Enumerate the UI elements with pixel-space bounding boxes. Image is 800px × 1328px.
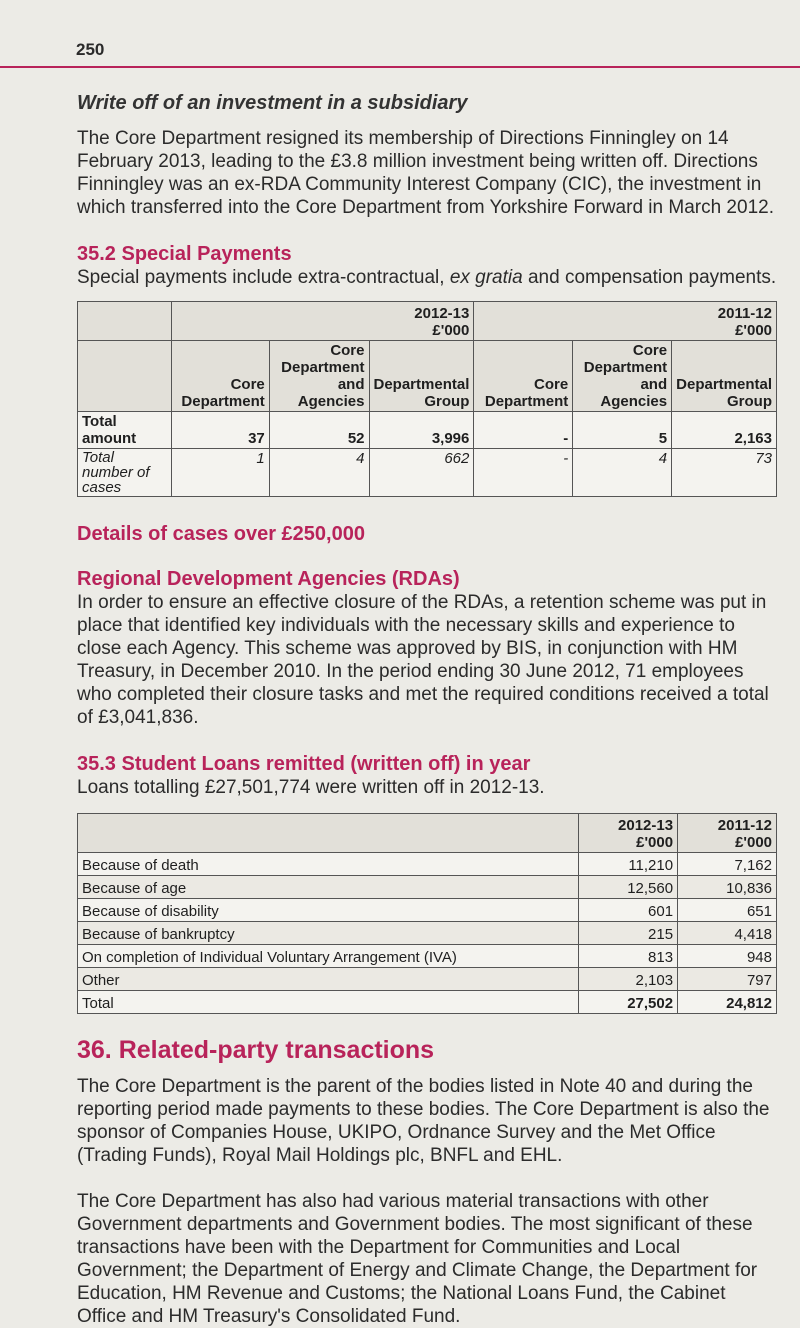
table-header-row bbox=[78, 302, 777, 341]
table-row: Total number of cases 1 4 662 - 4 73 bbox=[78, 449, 777, 497]
student-loans-body: Loans totalling £27,501,774 were written off in 2012-13. bbox=[77, 777, 545, 798]
table-row: Total amount 37 52 3,996 - 5 2,163 bbox=[78, 412, 777, 449]
header-rule bbox=[0, 66, 800, 68]
page-content bbox=[77, 92, 777, 1328]
special-payments-body: Special payments include extra-contractual, ex gratia and compensation payments. bbox=[77, 267, 777, 288]
table-subheader-row bbox=[78, 341, 777, 412]
details-title: Details of cases over £250,000 bbox=[77, 523, 365, 545]
column-header: Core Department bbox=[474, 341, 573, 412]
writeoff-title: Write off of an investment in a subsidiary bbox=[77, 92, 468, 114]
student-loans-title: 35.3 Student Loans remitted (written off) in year bbox=[77, 753, 531, 775]
column-header: Departmental Group bbox=[672, 341, 777, 412]
page-number: 250 bbox=[76, 40, 105, 59]
student-loans-table bbox=[77, 813, 777, 1014]
column-header: Departmental Group bbox=[369, 341, 474, 412]
table-row: Other 2,103 797 bbox=[78, 968, 777, 991]
year-header-prior: 2011-12 £'000 bbox=[678, 814, 777, 853]
table-row: On completion of Individual Voluntary Arrangement (IVA) 813 948 bbox=[78, 945, 777, 968]
year-header-current: 2012-13 £'000 bbox=[171, 302, 474, 341]
table-row: Because of bankruptcy 215 4,418 bbox=[78, 922, 777, 945]
table-header-row bbox=[78, 814, 777, 853]
column-header: Core Department and Agencies bbox=[269, 341, 369, 412]
special-payments-table bbox=[77, 301, 777, 497]
year-header-current: 2012-13 £'000 bbox=[579, 814, 678, 853]
table-row: Because of death 11,210 7,162 bbox=[78, 853, 777, 876]
table-total-row: Total 27,502 24,812 bbox=[78, 991, 777, 1014]
rda-title: Regional Development Agencies (RDAs) bbox=[77, 568, 460, 590]
related-party-para-1: The Core Department is the parent of the bodies listed in Note 40 and during the reporting period made payments to these bodies. The Core Department is also the sponsor of Companies House, UKIPO, Ordnance Survey and the Met Office (Trading Funds), Royal Mail Holdings plc, BNFL and EHL. bbox=[77, 1076, 770, 1166]
rda-body: In order to ensure an effective closure of the RDAs, a retention scheme was put in place that identified key individuals with the necessary skills and experience to close each Agency. This scheme was approved by BIS, in conjunction with HM Treasury, in December 2010. In the period ending 30 June 2012, 71 employees who completed their closure tasks and met the required conditions received a total of £3,041,836. bbox=[77, 592, 769, 728]
year-header-prior: 2011-12 £'000 bbox=[474, 302, 777, 341]
column-header: Core Department and Agencies bbox=[573, 341, 672, 412]
related-party-title: 36. Related-party transactions bbox=[77, 1036, 435, 1064]
column-header: Core Department bbox=[171, 341, 269, 412]
related-party-para-2: The Core Department has also had various material transactions with other Government departments and Government bodies. The most significant of these transactions have been with the Department for Communities and Local Government; the Department of Energy and Climate Change, the Department for Education, HM Revenue and Customs; the National Loans Fund, the Cabinet Office and HM Treasury's Consolidated Fund. bbox=[77, 1191, 758, 1327]
table-row: Because of age 12,560 10,836 bbox=[78, 876, 777, 899]
table-row: Because of disability 601 651 bbox=[78, 899, 777, 922]
special-payments-title: 35.2 Special Payments bbox=[77, 243, 292, 265]
writeoff-body: The Core Department resigned its membership of Directions Finningley on 14 February 2013, leading to the £3.8 million investment being written off. Directions Finningley was an ex-RDA Community Interest Company (CIC), the investment in which transferred into the Core Department from Yorkshire Forward in March 2012. bbox=[77, 128, 774, 218]
